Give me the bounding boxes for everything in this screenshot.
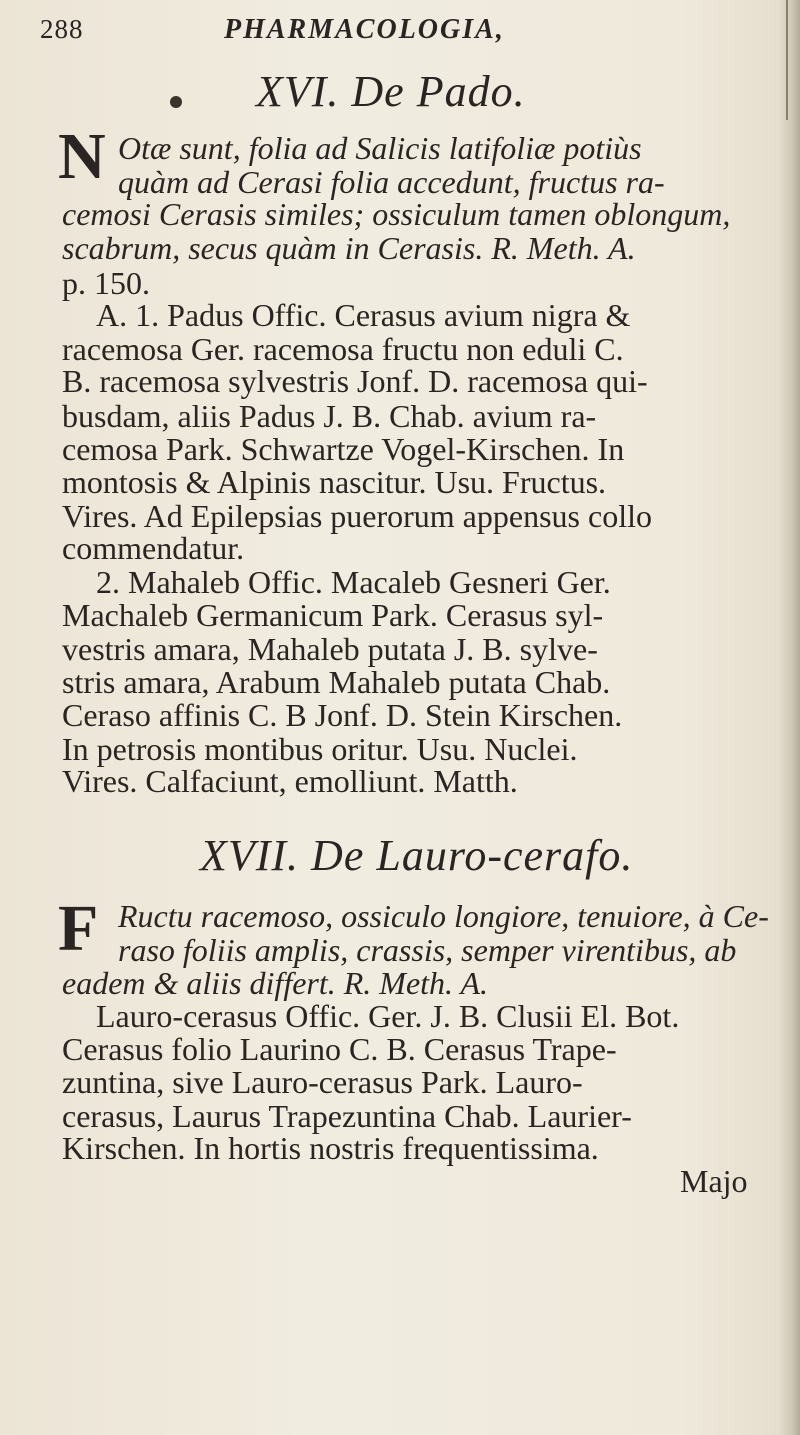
section-xvii-line-7: cerasus, Laurus Trapezuntina Chab. Laurier- xyxy=(62,1098,632,1134)
section-xvi-line-4: scabrum, secus quàm in Cerasis. R. Meth. A. xyxy=(62,230,636,266)
section-xvii-line-8: Kirschen. In hortis nostris frequentissima. xyxy=(62,1130,599,1166)
section-xvii-line-5: Cerasus folio Laurino C. B. Cerasus Trape- xyxy=(62,1031,617,1067)
section-xvi-line-14: 2. Mahaleb Offic. Macaleb Gesneri Ger. xyxy=(96,564,611,600)
section-xvi-line-20: Vires. Calfaciunt, emolliunt. Matth. xyxy=(62,763,518,799)
page-number: 288 xyxy=(40,14,84,44)
section-xvi-line-8: B. racemosa sylvestris Jonf. D. racemosa qui- xyxy=(62,363,648,399)
section-xvii-line-1: Ructu racemoso, ossiculo longiore, tenuiore, à Ce- xyxy=(118,898,769,934)
catchword: Majo xyxy=(680,1163,748,1199)
section-xvi-line-17: stris amara, Arabum Mahaleb putata Chab. xyxy=(62,664,611,700)
section-xvi-line-5: p. 150. xyxy=(62,265,150,301)
section-xvi-line-13: commendatur. xyxy=(62,530,245,566)
section-xvi-line-15: Machaleb Germanicum Park. Cerasus syl- xyxy=(62,597,604,633)
section-heading-xvii: XVII. De Lauro-cerafo. xyxy=(200,831,634,880)
page-gutter-shadow xyxy=(778,0,800,1435)
section-xvi-line-10: cemosa Park. Schwartze Vogel-Kirschen. In xyxy=(62,431,625,467)
dropcap-f: F xyxy=(58,892,99,965)
section-xvi-line-16: vestris amara, Mahaleb putata J. B. sylve- xyxy=(62,631,598,667)
section-xvii-line-2: raso foliis amplis, crassis, semper virentibus, ab xyxy=(118,932,737,968)
section-xvi-line-6: A. 1. Padus Offic. Cerasus avium nigra & xyxy=(96,297,631,333)
section-xvi-line-3: cemosi Cerasis similes; ossiculum tamen oblongum, xyxy=(62,196,731,232)
section-xvi-line-19: In petrosis montibus oritur. Usu. Nuclei. xyxy=(62,731,578,767)
section-xvi-line-11: montosis & Alpinis nascitur. Usu. Fructus. xyxy=(62,464,607,500)
section-xvi-line-2: quàm ad Cerasi folia accedunt, fructus ra- xyxy=(118,164,665,200)
section-heading-xvi: XVI. De Pado. xyxy=(256,67,526,116)
running-head xyxy=(40,14,760,54)
page-edge-line xyxy=(786,0,788,120)
section-xvi-line-9: busdam, aliis Padus J. B. Chab. avium ra- xyxy=(62,398,597,434)
running-title: PHARMACOLOGIA, xyxy=(224,14,505,45)
section-xvi-line-18: Ceraso affinis C. B Jonf. D. Stein Kirschen. xyxy=(62,697,623,733)
section-xvi-line-12: Vires. Ad Epilepsias puerorum appensus collo xyxy=(62,498,652,534)
section-xvi-line-1: Otæ sunt, folia ad Salicis latifoliæ potiùs xyxy=(118,130,642,166)
section-xvii-line-3: eadem & aliis differt. R. Meth. A. xyxy=(62,965,489,1001)
section-xvi-line-7: racemosa Ger. racemosa fructu non eduli C. xyxy=(62,331,624,367)
ornament-bullet xyxy=(170,96,182,108)
dropcap-n: N xyxy=(58,120,106,193)
section-xvii-line-6: zuntina, sive Lauro-cerasus Park. Lauro- xyxy=(62,1064,583,1100)
section-xvii-line-4: Lauro-cerasus Offic. Ger. J. B. Clusii El. Bot. xyxy=(96,998,680,1034)
